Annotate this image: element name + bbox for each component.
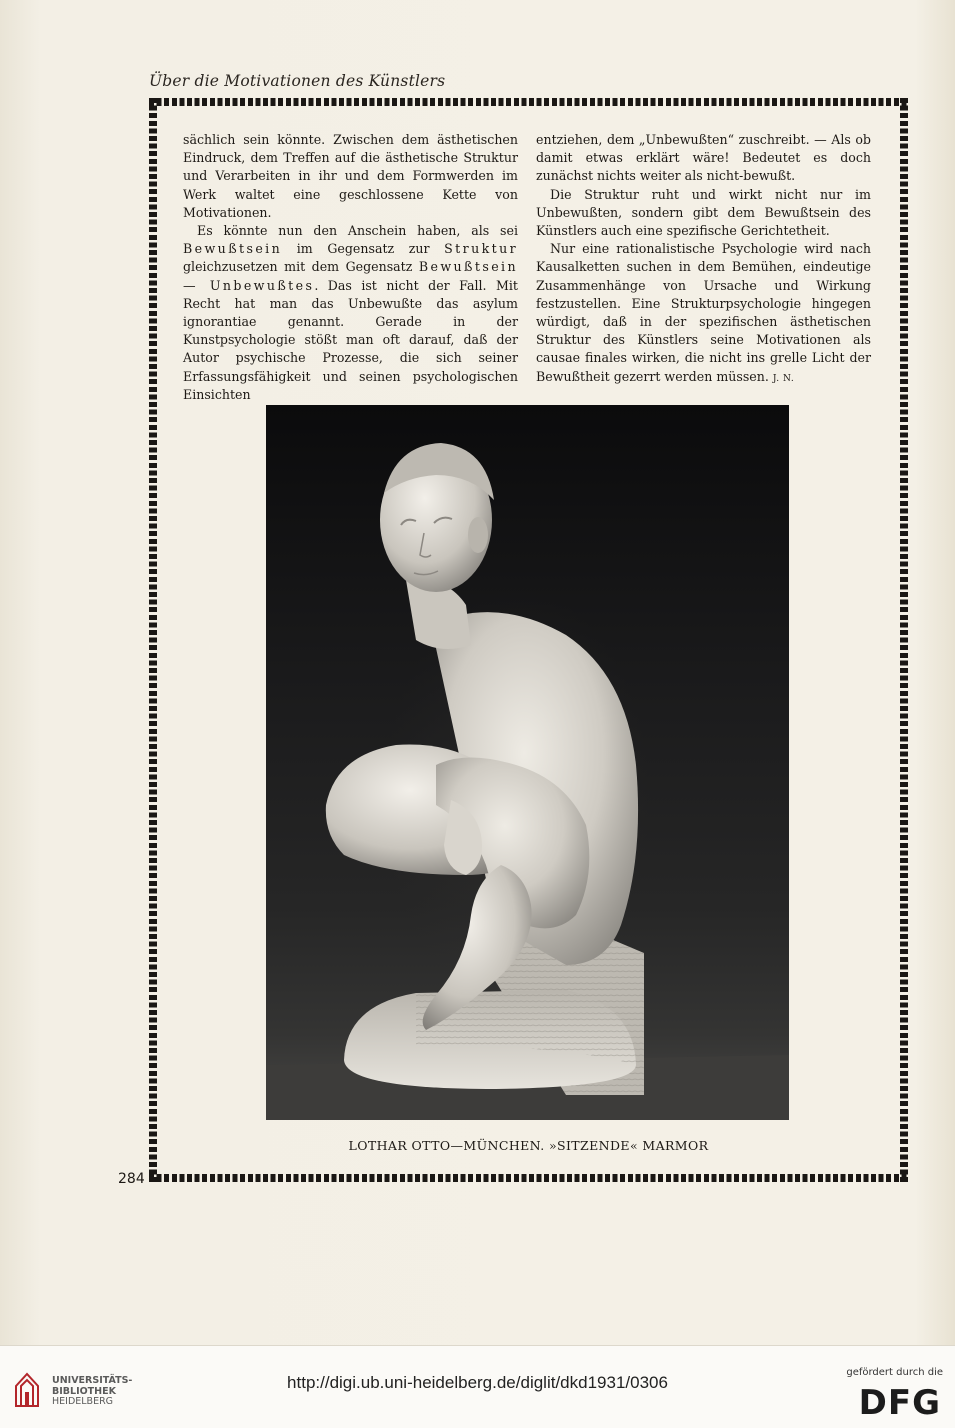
border-right <box>900 98 908 1182</box>
text-run: gleichzusetzen mit dem Gegensatz <box>183 259 419 275</box>
text-run: . Das ist nicht der Fall. Mit Recht hat man das Unbewußte das asylum ignorantiae genannt. Gerade in der Kunstpsychologie stößt man oft darauf, daß der Autor psychische Prozesse, die sich seiner Erfassungsfähigkeit und seinen psychologischen Einsichten <box>183 277 518 402</box>
border-bottom <box>149 1174 908 1182</box>
decorative-border-frame <box>149 98 908 1182</box>
page-number: 284 <box>118 1171 145 1187</box>
permalink-url[interactable]: http://digi.ub.uni-heidelberg.de/diglit/dkd1931/0306 <box>287 1373 668 1392</box>
text-column-right <box>536 131 871 388</box>
dfg-logo: DFG <box>858 1383 941 1423</box>
sculpture-illustration <box>266 405 789 1120</box>
border-left <box>149 98 157 1182</box>
emphasis-text: Bewußtsein — Unbewußtes <box>183 259 518 293</box>
photo-caption: LOTHAR OTTO—MÜNCHEN. »SITZENDE« MARMOR <box>348 1138 709 1153</box>
author-initials: J. N. <box>772 373 795 384</box>
library-name-line: HEIDELBERG <box>52 1396 114 1407</box>
emphasis-text: Bewußtsein <box>183 241 283 257</box>
emphasis-text: Struktur <box>444 241 518 257</box>
paragraph: sächlich sein könnte. Zwischen dem ästhetischen Eindruck, dem Treffen auf die ästhetische Struktur und Verarbeiten in ihr und dem Formwerden im Werk waltet eine geschlossene Kette von Motivationen. <box>183 132 518 220</box>
text-run: Nur eine rationalistische Psychologie wird nach Kausalketten suchen in dem Bemühen, eindeutige Zusammenhänge von Ursache und Wirkung festzustellen. Eine Strukturpsychologie hingegen würdigt, daß in der spezifischen ästhetischen Struktur des Künstlers seine Motivationen als causae finales wirken, die nicht ins grelle Licht der Bewußtheit gezerrt werden müssen. <box>536 241 871 384</box>
paragraph: entziehen, dem „Unbewußten“ zuschreibt. — Als ob damit etwas erklärt wäre! Bedeutet es doch zunächst nichts weiter als nicht-bewußt. <box>536 132 871 184</box>
paragraph: Die Struktur ruht und wirkt nicht nur im Unbewußten, sondern gibt dem Bewußtsein des Künstlers auch eine spezifische Gerichtetheit. <box>536 186 871 239</box>
library-name-line: BIBLIOTHEK <box>52 1385 116 1397</box>
library-name-line: UNIVERSITÄTS- <box>52 1375 133 1386</box>
paragraph <box>183 222 518 404</box>
sculpture-photograph <box>266 405 789 1120</box>
text-run: im Gegensatz zur <box>282 241 445 257</box>
funder-label: gefördert durch die <box>846 1367 943 1378</box>
running-head: Über die Motivationen des Künstlers <box>149 72 446 90</box>
border-top <box>149 98 908 106</box>
digitization-footer <box>0 1345 955 1428</box>
text-column-left <box>183 131 518 404</box>
text-run: Es könnte nun den Anschein haben, als sei <box>197 223 518 239</box>
paragraph <box>536 240 871 388</box>
